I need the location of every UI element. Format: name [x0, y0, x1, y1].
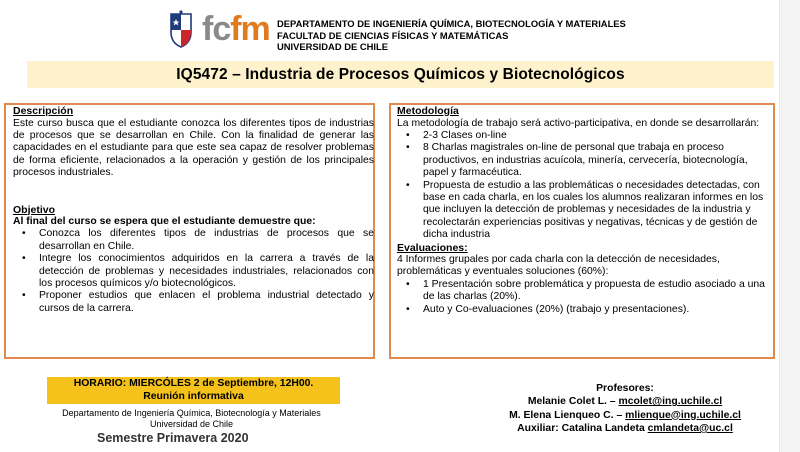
- professors-block: [465, 382, 785, 435]
- semester-word: Semestre: [97, 431, 154, 445]
- objetivo-heading: Objetivo: [13, 203, 56, 216]
- course-title-bar: [27, 61, 774, 88]
- right-box-content: [397, 105, 769, 316]
- fcfm-logo: [168, 10, 270, 48]
- metodologia-list: [397, 130, 769, 242]
- list-item: • Conozca los diferentes tipos de industrias de procesos que se desarrollan en Chile.: [13, 228, 374, 253]
- schedule-line: HORARIO: MIERCÓLES 2 de Septiembre, 12H00.: [73, 378, 314, 389]
- assistant-name: Auxiliar: Catalina Landeta: [517, 422, 645, 434]
- assistant-email-link[interactable]: cmlandeta@uc.cl: [647, 422, 733, 434]
- fcfm-wordmark: fcfm: [202, 10, 270, 48]
- descripcion-heading: Descripción: [13, 105, 74, 117]
- footer-university-line: Universidad de Chile: [149, 418, 234, 429]
- metodologia-heading: Metodología: [397, 105, 459, 117]
- semester-label: [97, 431, 249, 445]
- evaluaciones-list: [397, 279, 769, 316]
- descripcion-text: Este curso busca que el estudiante conozca los diferentes tipos de industrias de procesos que se desarrollan en Chile. Con la finalidad de generar las capacidades en el estudiante para que este sea capaz de resolver problemas de forma eficiente, relacionados a la operación y gestión de los principales procesos industriales.: [13, 117, 374, 179]
- department-header: [277, 18, 626, 53]
- professor-name: M. Elena Lienqueo C. –: [509, 409, 623, 421]
- list-item: • 8 Charlas magistrales on-line de personal que trabaja en proceso productivos, en industrias acuícola, minería, cervecería, biotecnología, papel y farmacéutica.: [397, 142, 769, 179]
- professor-row: [465, 409, 785, 422]
- list-item: • Proponer estudios que enlacen el problema industrial detectado y cursos de la carrera.: [13, 290, 374, 315]
- professor-email-link[interactable]: mlienque@ing.uchile.cl: [625, 409, 741, 421]
- evaluaciones-intro: 4 Informes grupales por cada charla con la detección de necesidades, problemáticas y eventuales soluciones (60%):: [397, 254, 720, 278]
- semester-value: Primavera 2020: [156, 431, 249, 445]
- dept-line: DEPARTAMENTO DE INGENIERÍA QUÍMICA, BIOTECNOLOGÍA Y MATERIALES: [277, 18, 626, 29]
- university-line: UNIVERSIDAD DE CHILE: [277, 41, 388, 52]
- methodology-evaluation-box: [389, 103, 775, 359]
- footer-dept-line: Departamento de Ingeniería Química, Biotecnología y Materiales: [62, 408, 321, 418]
- university-seal-icon: [168, 10, 194, 48]
- faculty-line: FACULTAD DE CIENCIAS FÍSICAS Y MATEMÁTICAS: [277, 29, 509, 41]
- department-footer: [50, 408, 333, 429]
- schedule-subline: Reunión informativa: [143, 390, 244, 402]
- objetivo-intro: Al final del curso se espera que el estudiante demuestre que:: [13, 216, 316, 228]
- list-item: • Propuesta de estudio a las problemáticas o necesidades detectadas, con base en cada charla, en los cuales los alumnos realizaran informes en los que incluyen la detección de problemas y necesidades de la industria y recolectarán experiencias positivas y negativas, técnicas y de gestión de dicha industria: [397, 180, 769, 242]
- list-item: • 1 Presentación sobre problemática y propuesta de estudio asociado a una de las charlas (20%).: [397, 279, 769, 304]
- professor-name: Melanie Colet L. –: [527, 396, 616, 408]
- professor-row: [465, 395, 785, 408]
- objetivo-list: [13, 228, 374, 315]
- course-title: IQ5472 – Industria de Procesos Químicos y Biotecnológicos: [176, 65, 625, 83]
- description-objective-box: [4, 103, 375, 359]
- evaluaciones-heading: Evaluaciones:: [397, 241, 468, 254]
- left-box-content: [13, 105, 374, 315]
- list-item: • Integre los conocimientos adquiridos en la carrera a través de la detección de problemas y necesidades industriales, relacionados con los procesos químicos y/o biotecnológicos.: [13, 253, 374, 290]
- professor-email-link[interactable]: mcolet@ing.uchile.cl: [618, 396, 723, 408]
- metodologia-intro: La metodología de trabajo será activo-participativa, en donde se desarrollarán:: [397, 117, 760, 129]
- list-item: • Auto y Co-evaluaciones (20%) (trabajo y presentaciones).: [397, 304, 769, 316]
- professors-heading: Profesores:: [596, 383, 654, 394]
- list-item: • 2-3 Clases on-line: [397, 130, 769, 142]
- assistant-row: [465, 422, 785, 435]
- schedule-banner: [47, 377, 340, 404]
